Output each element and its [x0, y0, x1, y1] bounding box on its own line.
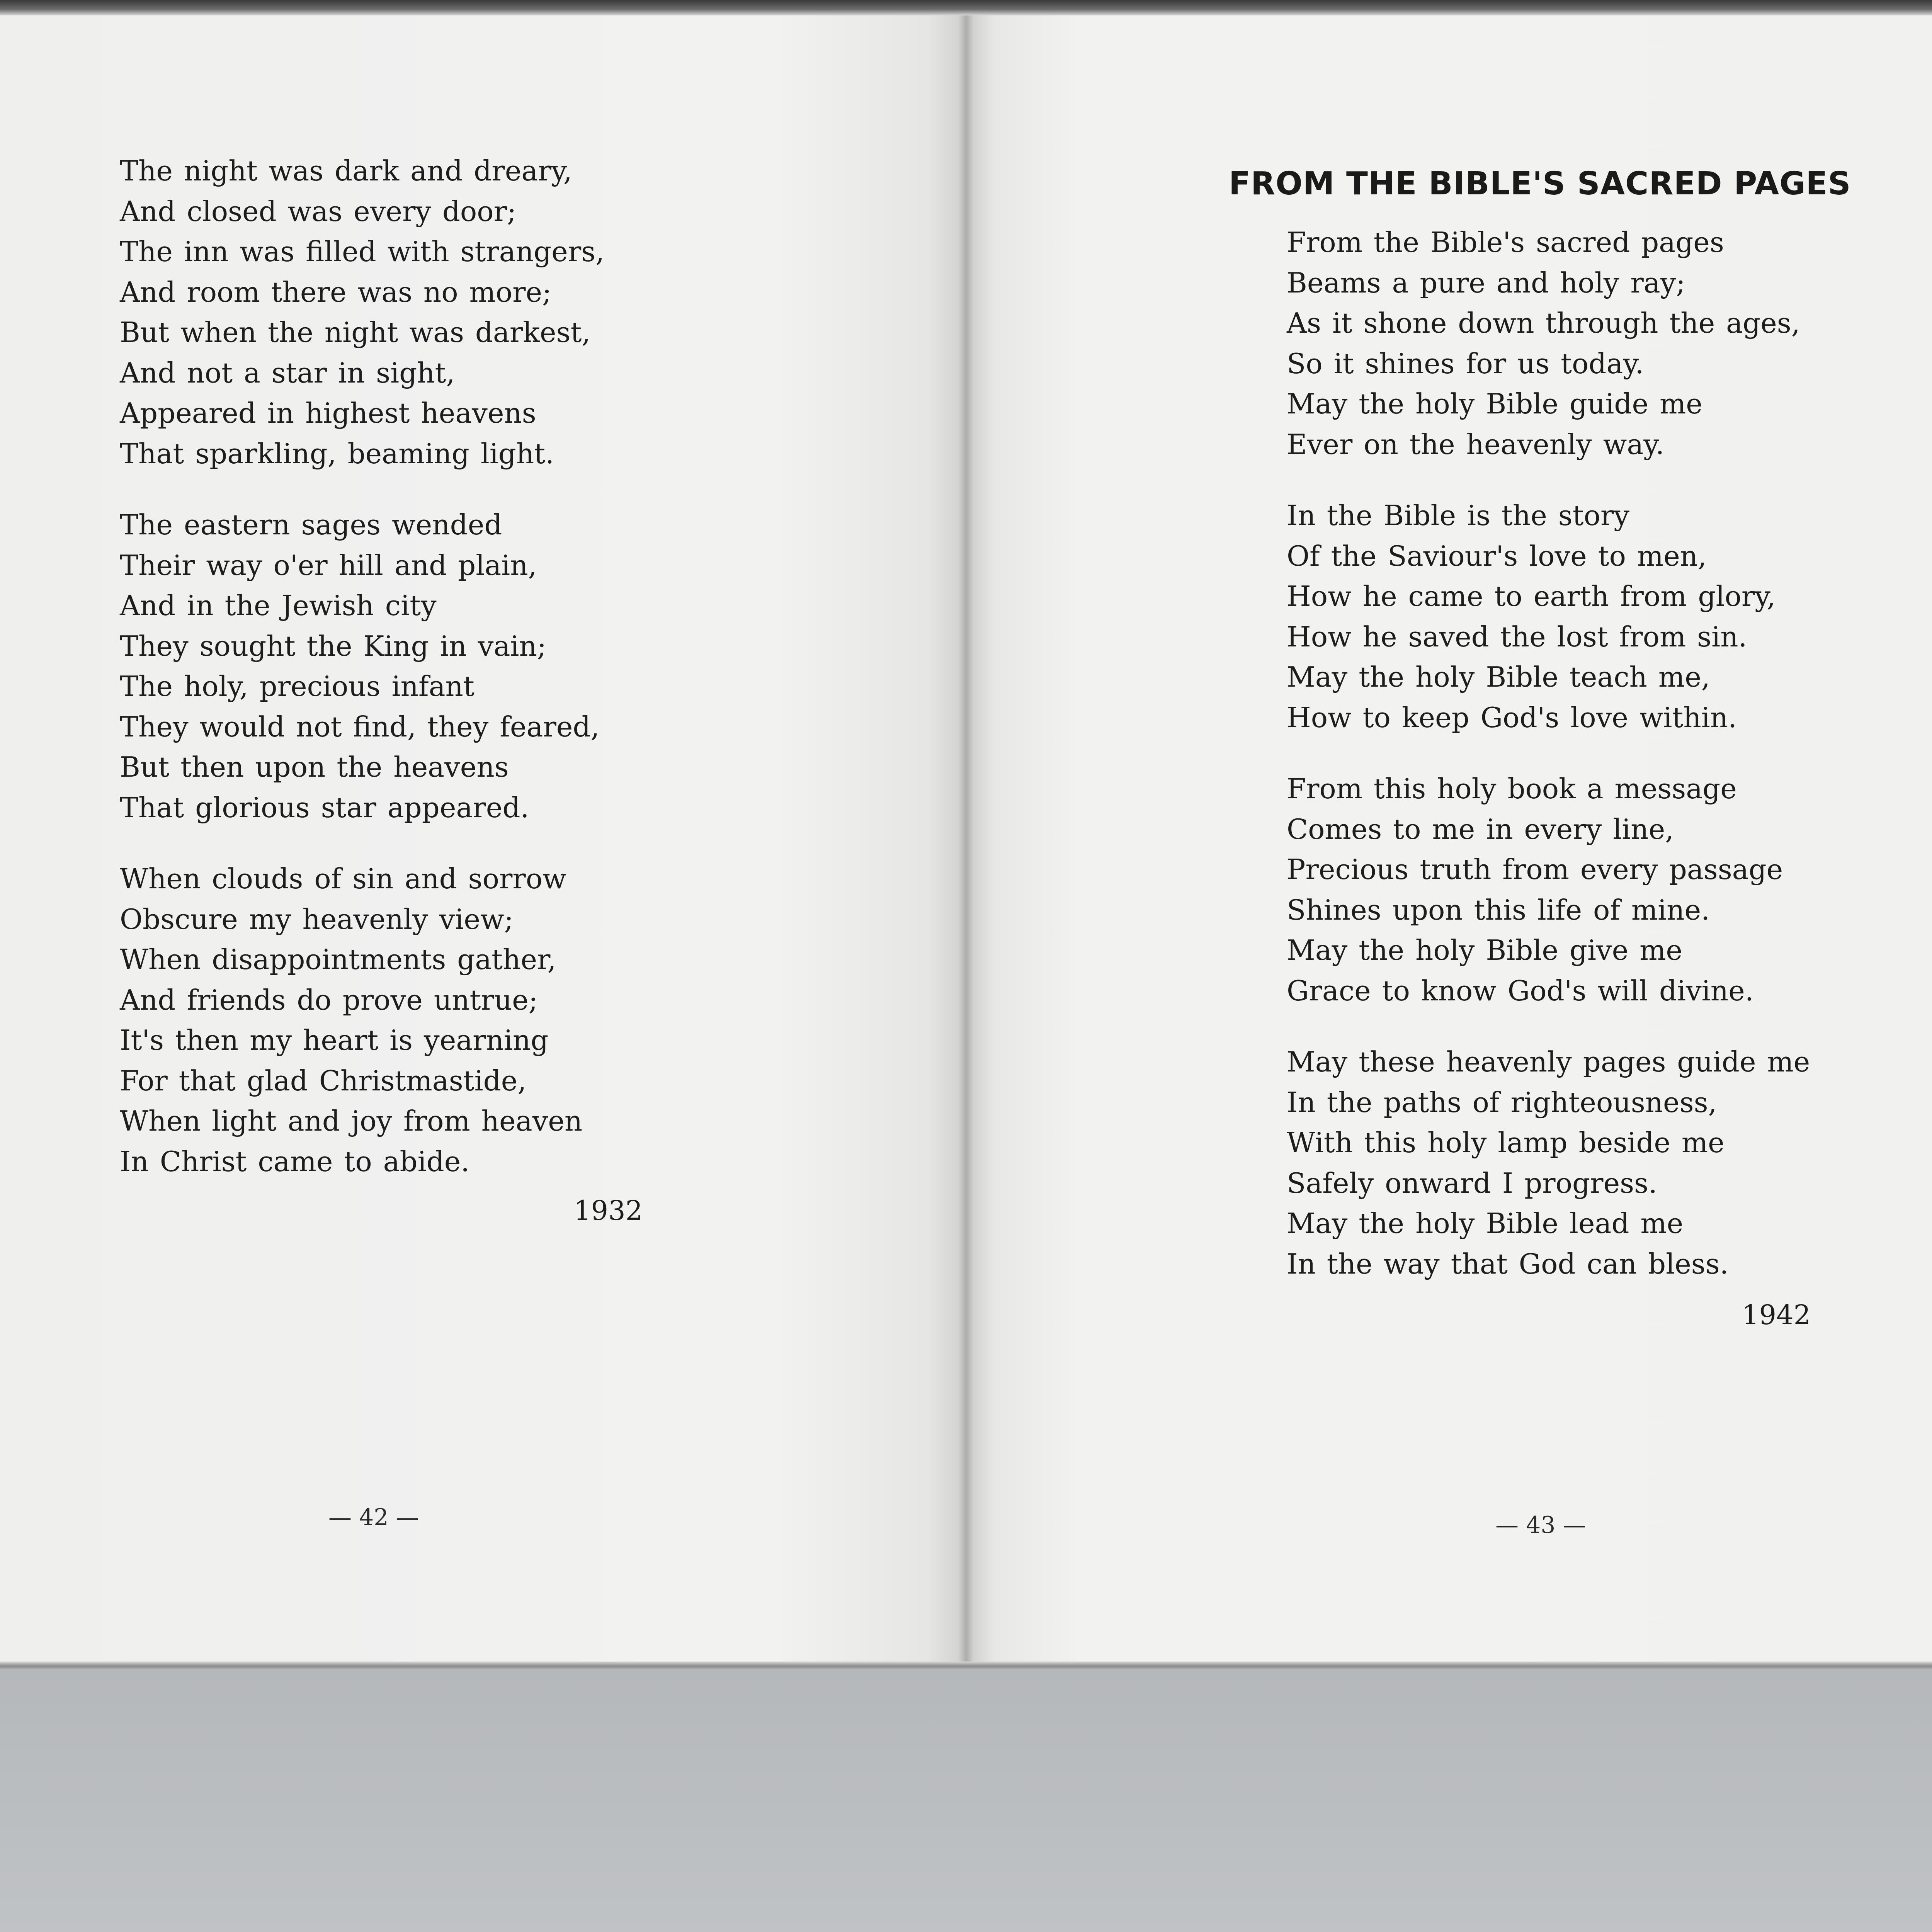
- poem-line: And friends do prove untrue;: [120, 983, 538, 1016]
- stanza: [1287, 222, 1889, 464]
- poem-line: And in the Jewish city: [120, 589, 437, 622]
- poem-line: The night was dark and dreary,: [120, 155, 572, 187]
- poem-line: For that glad Christmastide,: [120, 1064, 527, 1097]
- poem-line: As it shone down through the ages,: [1287, 307, 1800, 339]
- poem-line: Appeared in highest heavens: [120, 397, 536, 429]
- poem-line: In the paths of righteousness,: [1287, 1086, 1717, 1119]
- poem-line: Ever on the heavenly way.: [1287, 428, 1665, 461]
- poem-line: The eastern sages wended: [120, 509, 502, 541]
- poem-line: With this holy lamp beside me: [1287, 1126, 1725, 1159]
- poem-line: May the holy Bible guide me: [1287, 388, 1702, 420]
- stanza: [1287, 769, 1889, 1011]
- poem-year: 1942: [1742, 1299, 1811, 1331]
- scanner-background: [0, 1669, 1932, 1932]
- poem-line: Their way o'er hill and plain,: [120, 549, 537, 582]
- poem-line: How to keep God's love within.: [1287, 701, 1737, 734]
- poem-line: Safely onward I progress.: [1287, 1167, 1657, 1199]
- poem-line: And not a star in sight,: [120, 356, 455, 389]
- poem-line: They sought the King in vain;: [120, 629, 547, 662]
- stanza: [120, 505, 699, 828]
- poem-line: It's then my heart is yearning: [120, 1024, 549, 1056]
- poem-title: FROM THE BIBLE'S SACRED PAGES: [1229, 165, 1851, 202]
- poem-line: May the holy Bible lead me: [1287, 1207, 1684, 1240]
- poem-line: Of the Saviour's love to men,: [1287, 539, 1707, 572]
- stanza: [1287, 495, 1889, 738]
- poem-line: Comes to me in every line,: [1287, 813, 1674, 845]
- page-number: — 42 —: [328, 1504, 419, 1531]
- left-poem: [120, 151, 699, 1213]
- poem-line: The holy, precious infant: [120, 670, 474, 702]
- poem-line: So it shines for us today.: [1287, 347, 1644, 380]
- poem-line: The inn was filled with strangers,: [120, 235, 604, 268]
- booklet-spread: [0, 15, 1932, 1662]
- poem-line: Precious truth from every passage: [1287, 853, 1783, 886]
- poem-line: That sparkling, beaming light.: [120, 437, 554, 470]
- poem-line: In the way that God can bless.: [1287, 1247, 1729, 1280]
- poem-line: Shines upon this life of mine.: [1287, 893, 1710, 926]
- poem-line: And closed was every door;: [120, 195, 517, 228]
- poem-line: Beams a pure and holy ray;: [1287, 266, 1685, 299]
- poem-line: May the holy Bible give me: [1287, 934, 1683, 966]
- left-page: [0, 15, 966, 1662]
- stanza: [120, 151, 699, 474]
- poem-line: Obscure my heavenly view;: [120, 903, 514, 935]
- poem-line: But when the night was darkest,: [120, 316, 591, 349]
- stanza: [1287, 1042, 1889, 1284]
- poem-line: They would not find, they feared,: [120, 710, 600, 743]
- poem-line: And room there was no more;: [120, 276, 552, 308]
- poem-line: Grace to know God's will divine.: [1287, 974, 1754, 1007]
- poem-line: But then upon the heavens: [120, 751, 509, 783]
- poem-line: From this holy book a message: [1287, 772, 1737, 805]
- poem-line: May these heavenly pages guide me: [1287, 1046, 1810, 1078]
- poem-line: That glorious star appeared.: [120, 791, 529, 824]
- poem-line: From the Bible's sacred pages: [1287, 226, 1724, 259]
- right-poem: [1287, 222, 1889, 1315]
- poem-line: In Christ came to abide.: [120, 1145, 470, 1178]
- poem-line: How he came to earth from glory,: [1287, 580, 1776, 612]
- poem-line: When light and joy from heaven: [120, 1105, 583, 1137]
- book-gutter: [958, 15, 974, 1662]
- scan-top-edge: [0, 0, 1932, 15]
- poem-line: May the holy Bible teach me,: [1287, 661, 1710, 693]
- poem-line: How he saved the lost from sin.: [1287, 620, 1747, 653]
- poem-line: When disappointments gather,: [120, 943, 556, 976]
- stanza: [120, 859, 699, 1182]
- poem-line: In the Bible is the story: [1287, 499, 1630, 532]
- poem-line: When clouds of sin and sorrow: [120, 862, 566, 895]
- page-number: — 43 —: [1495, 1512, 1586, 1539]
- poem-year: 1932: [574, 1195, 643, 1226]
